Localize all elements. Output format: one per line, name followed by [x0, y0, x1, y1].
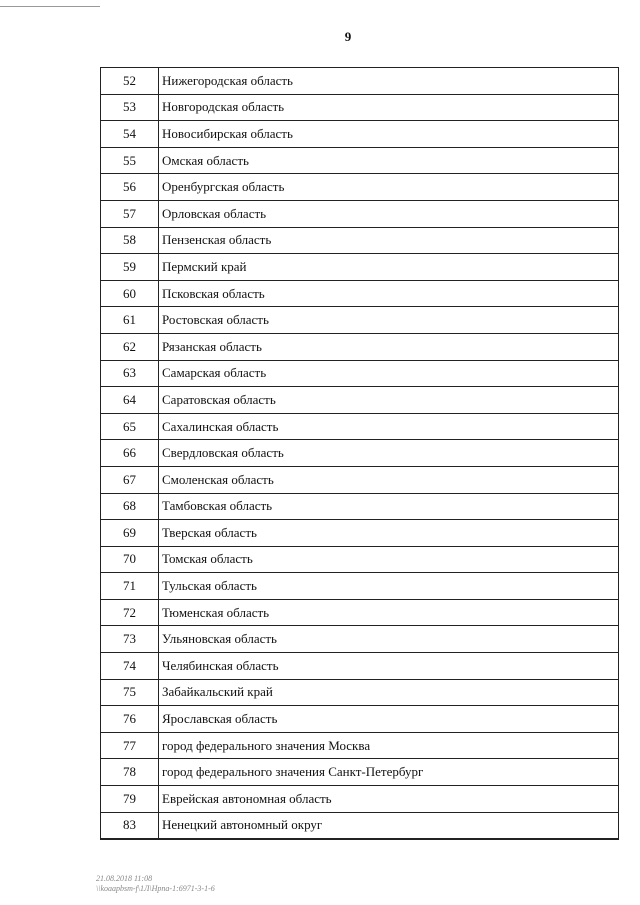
table-row: [101, 94, 619, 121]
region-code-cell: 61: [101, 307, 159, 334]
footer-timestamp: 21.08.2018 11:08: [96, 874, 153, 883]
table-row: [101, 280, 619, 307]
table-row: [101, 200, 619, 227]
region-code-cell: 69: [101, 520, 159, 547]
region-code-cell: 66: [101, 440, 159, 467]
regions-table: [100, 67, 619, 840]
table-row: [101, 307, 619, 334]
region-name-cell: Орловская область: [159, 200, 619, 227]
regions-table-body: [101, 68, 619, 840]
region-code-cell: 63: [101, 360, 159, 387]
region-code-cell: 65: [101, 413, 159, 440]
region-name-cell: Сахалинская область: [159, 413, 619, 440]
region-name-cell: Свердловская область: [159, 440, 619, 467]
region-code-cell: 72: [101, 599, 159, 626]
region-code-cell: 68: [101, 493, 159, 520]
table-row: [101, 520, 619, 547]
table-row: [101, 546, 619, 573]
region-code-cell: 74: [101, 653, 159, 680]
table-row: [101, 360, 619, 387]
region-name-cell: Тверская область: [159, 520, 619, 547]
region-name-cell: Новгородская область: [159, 94, 619, 121]
region-name-cell: Самарская область: [159, 360, 619, 387]
region-code-cell: 58: [101, 227, 159, 254]
region-code-cell: 62: [101, 333, 159, 360]
document-footer: [96, 874, 215, 894]
table-row: [101, 174, 619, 201]
table-row: [101, 333, 619, 360]
region-code-cell: 54: [101, 121, 159, 148]
table-row: [101, 147, 619, 174]
region-code-cell: 73: [101, 626, 159, 653]
region-name-cell: Челябинская область: [159, 653, 619, 680]
region-code-cell: 52: [101, 68, 159, 95]
region-name-cell: Омская область: [159, 147, 619, 174]
table-row: [101, 121, 619, 148]
region-code-cell: 53: [101, 94, 159, 121]
table-row: [101, 653, 619, 680]
region-code-cell: 77: [101, 732, 159, 759]
region-code-cell: 56: [101, 174, 159, 201]
page-number: 9: [344, 29, 352, 44]
region-name-cell: Еврейская автономная область: [159, 786, 619, 813]
region-name-cell: Псковская область: [159, 280, 619, 307]
table-row: [101, 812, 619, 839]
region-name-cell: Ненецкий автономный округ: [159, 812, 619, 839]
table-row: [101, 732, 619, 759]
region-name-cell: Ростовская область: [159, 307, 619, 334]
table-row: [101, 599, 619, 626]
table-row: [101, 227, 619, 254]
region-name-cell: Томская область: [159, 546, 619, 573]
table-row: [101, 626, 619, 653]
region-name-cell: Ярославская область: [159, 706, 619, 733]
table-row: [101, 68, 619, 95]
table-row: [101, 493, 619, 520]
region-code-cell: 79: [101, 786, 159, 813]
region-name-cell: Саратовская область: [159, 387, 619, 414]
region-name-cell: Пермский край: [159, 254, 619, 281]
table-row: [101, 413, 619, 440]
region-code-cell: 67: [101, 466, 159, 493]
region-code-cell: 57: [101, 200, 159, 227]
region-code-cell: 83: [101, 812, 159, 839]
region-name-cell: Смоленская область: [159, 466, 619, 493]
region-name-cell: Рязанская область: [159, 333, 619, 360]
top-edge-line: [0, 6, 100, 7]
region-code-cell: 71: [101, 573, 159, 600]
region-code-cell: 55: [101, 147, 159, 174]
region-name-cell: город федерального значения Санкт-Петербург: [159, 759, 619, 786]
table-row: [101, 679, 619, 706]
table-row: [101, 786, 619, 813]
table-row: [101, 387, 619, 414]
region-name-cell: Пензенская область: [159, 227, 619, 254]
region-name-cell: Нижегородская область: [159, 68, 619, 95]
table-row: [101, 573, 619, 600]
table-row: [101, 706, 619, 733]
region-code-cell: 70: [101, 546, 159, 573]
region-name-cell: Забайкальский край: [159, 679, 619, 706]
region-code-cell: 60: [101, 280, 159, 307]
table-row: [101, 440, 619, 467]
table-row: [101, 466, 619, 493]
region-name-cell: Тюменская область: [159, 599, 619, 626]
region-code-cell: 76: [101, 706, 159, 733]
table-row: [101, 759, 619, 786]
region-code-cell: 64: [101, 387, 159, 414]
region-name-cell: город федерального значения Москва: [159, 732, 619, 759]
footer-file-path: \\koaapbsm-f\1Л\Нрпа-1:6971-3-1-6: [96, 884, 215, 893]
region-name-cell: Оренбургская область: [159, 174, 619, 201]
region-name-cell: Ульяновская область: [159, 626, 619, 653]
region-name-cell: Тамбовская область: [159, 493, 619, 520]
table-row: [101, 254, 619, 281]
region-code-cell: 59: [101, 254, 159, 281]
region-code-cell: 75: [101, 679, 159, 706]
region-name-cell: Тульская область: [159, 573, 619, 600]
region-code-cell: 78: [101, 759, 159, 786]
region-name-cell: Новосибирская область: [159, 121, 619, 148]
